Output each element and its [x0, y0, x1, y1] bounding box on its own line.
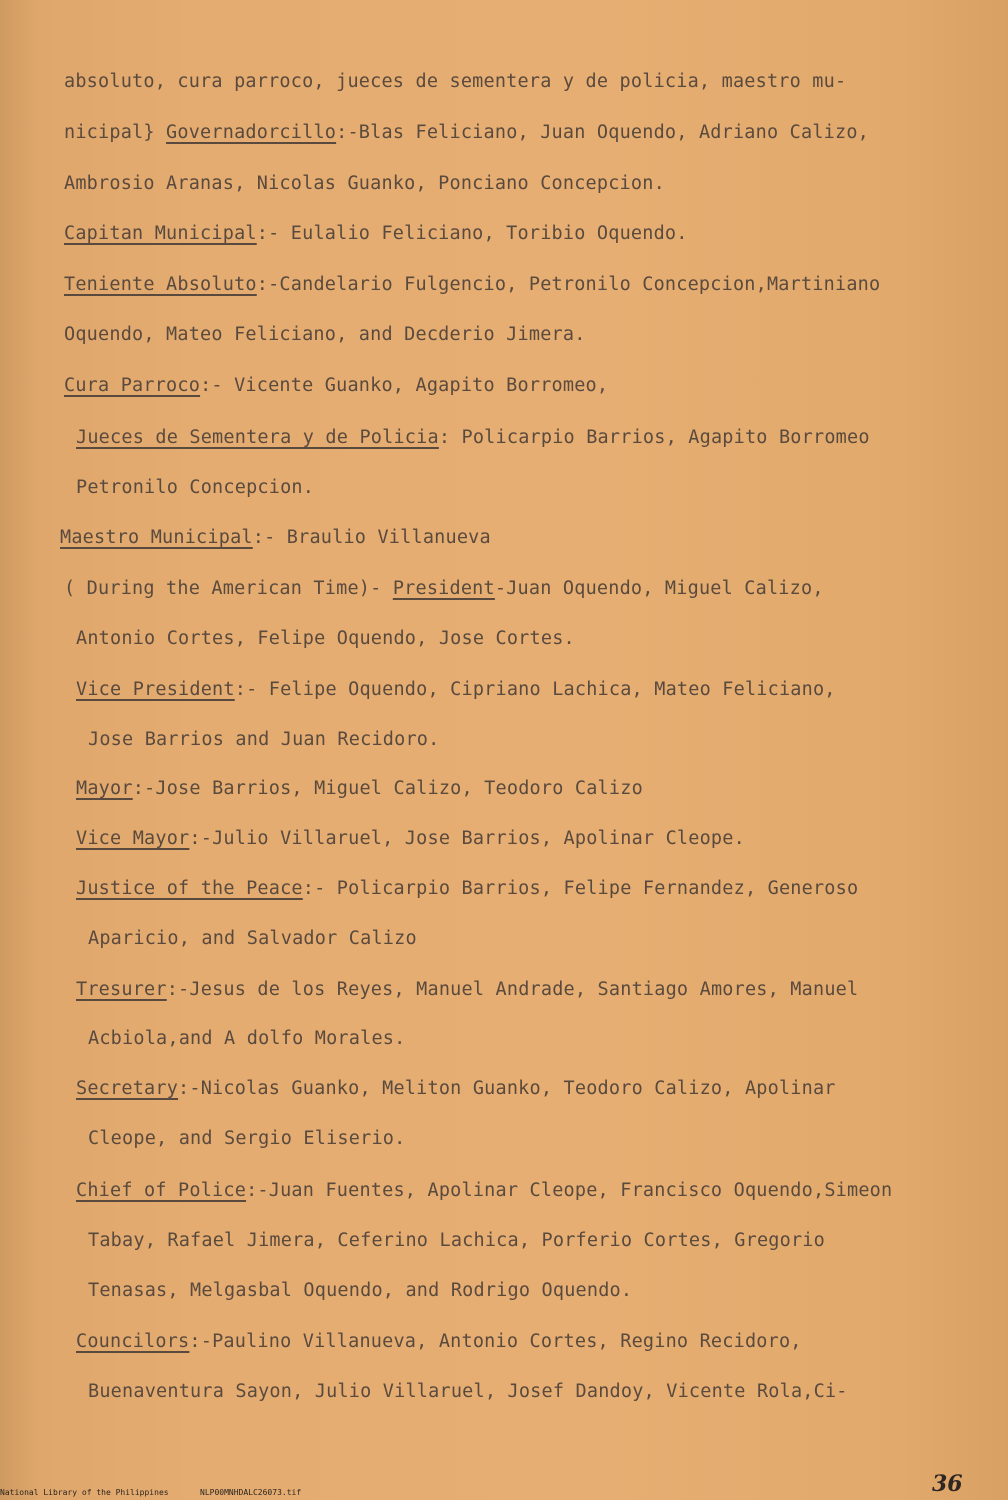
text-line	[76, 978, 858, 1002]
text-line	[64, 222, 688, 246]
line-text: Jose Barrios and Juan Recidoro.	[88, 729, 440, 750]
text-line	[64, 374, 608, 398]
text-line	[88, 1127, 405, 1151]
line-heading: Vice President	[76, 679, 235, 700]
text-line	[76, 1077, 836, 1101]
text-line	[88, 1380, 848, 1404]
line-heading: Jueces de Sementera y de Policia	[76, 427, 439, 448]
text-line	[76, 827, 745, 851]
text-line	[64, 121, 869, 145]
line-heading: Maestro Municipal	[60, 527, 253, 548]
text-line	[76, 877, 858, 901]
line-text: :- Braulio Villanueva	[252, 527, 491, 548]
line-text: :-Paulino Villanueva, Antonio Cortes, Regino Recidoro,	[189, 1331, 802, 1352]
line-heading: Capitan Municipal	[64, 223, 257, 244]
text-line	[64, 70, 846, 94]
line-heading: Teniente Absoluto	[64, 274, 257, 295]
text-line	[88, 1279, 632, 1303]
text-line	[76, 678, 836, 702]
text-line	[76, 1179, 892, 1203]
text-line	[60, 526, 491, 550]
line-text: :-Nicolas Guanko, Meliton Guanko, Teodoro Calizo, Apolinar	[178, 1078, 836, 1099]
line-heading: Vice Mayor	[76, 828, 190, 849]
line-heading: Tresurer	[76, 979, 167, 1000]
line-text: Tenasas, Melgasbal Oquendo, and Rodrigo Oquendo.	[88, 1280, 633, 1301]
line-text: :- Eulalio Feliciano, Toribio Oquendo.	[256, 223, 688, 244]
line-heading: Mayor	[76, 778, 133, 799]
line-text: Cleope, and Sergio Eliserio.	[88, 1128, 406, 1149]
file-name: NLP00MNHDALC26073.tif	[200, 1488, 302, 1497]
text-line	[64, 323, 586, 347]
line-text: :-Juan Fuentes, Apolinar Cleope, Francisco Oquendo,Simeon	[246, 1180, 893, 1201]
line-heading: Justice of the Peace	[76, 878, 303, 899]
line-text: Oquendo, Mateo Feliciano, and Decderio Jimera.	[64, 324, 586, 345]
line-text: absoluto, cura parroco, jueces de sementera y de policia, maestro mu-	[64, 71, 847, 92]
text-line	[88, 728, 439, 752]
line-text: :- Vicente Guanko, Agapito Borromeo,	[200, 375, 609, 396]
line-text: Acbiola,and A dolfo Morales.	[88, 1028, 406, 1049]
line-text: Ambrosio Aranas, Nicolas Guanko, Ponciano Concepcion.	[64, 173, 665, 194]
text-line	[76, 426, 870, 450]
line-text: :-Julio Villaruel, Jose Barrios, Apolinar Cleope.	[189, 828, 745, 849]
library-credit: National Library of the Philippines	[0, 1488, 169, 1497]
text-line	[76, 1330, 802, 1354]
line-text: Buenaventura Sayon, Julio Villaruel, Josef Dandoy, Vicente Rola,Ci-	[88, 1381, 848, 1402]
line-text: :-Blas Feliciano, Juan Oquendo, Adriano Calizo,	[336, 122, 870, 143]
line-heading: Chief of Police	[76, 1180, 247, 1201]
line-text: :- Policarpio Barrios, Felipe Fernandez, Generoso	[302, 878, 859, 899]
text-line	[88, 927, 417, 951]
line-heading: President	[392, 578, 495, 599]
line-text: :-Jesus de los Reyes, Manuel Andrade, Santiago Amores, Manuel	[166, 979, 859, 1000]
line-text: :-Jose Barrios, Miguel Calizo, Teodoro Calizo	[132, 778, 643, 799]
text-line	[64, 577, 824, 601]
line-text: Petronilo Concepcion.	[76, 477, 315, 498]
line-heading: Cura Parroco	[64, 375, 201, 396]
text-line	[64, 172, 665, 196]
line-text: ( During the American Time)-	[64, 578, 393, 599]
text-line	[76, 476, 314, 500]
line-text: :-Candelario Fulgencio, Petronilo Concepcion,Martiniano	[256, 274, 881, 295]
line-heading: Secretary	[76, 1078, 179, 1099]
text-line	[76, 777, 643, 801]
line-text: -Juan Oquendo, Miguel Calizo,	[494, 578, 824, 599]
line-text: nicipal}	[64, 122, 167, 143]
line-heading: Councilors	[76, 1331, 190, 1352]
text-line	[88, 1027, 405, 1051]
text-line	[76, 627, 575, 651]
line-text: Antonio Cortes, Felipe Oquendo, Jose Cortes.	[76, 628, 575, 649]
text-line	[64, 273, 880, 297]
line-text: Tabay, Rafael Jimera, Ceferino Lachica, Porferio Cortes, Gregorio	[88, 1230, 825, 1251]
line-text: :- Felipe Oquendo, Cipriano Lachica, Mateo Feliciano,	[234, 679, 836, 700]
line-text: Aparicio, and Salvador Calizo	[88, 928, 417, 949]
line-text: : Policarpio Barrios, Agapito Borromeo	[438, 427, 870, 448]
line-heading: Governadorcillo	[166, 122, 337, 143]
page-number: 36	[932, 1471, 963, 1497]
text-line	[88, 1229, 825, 1253]
